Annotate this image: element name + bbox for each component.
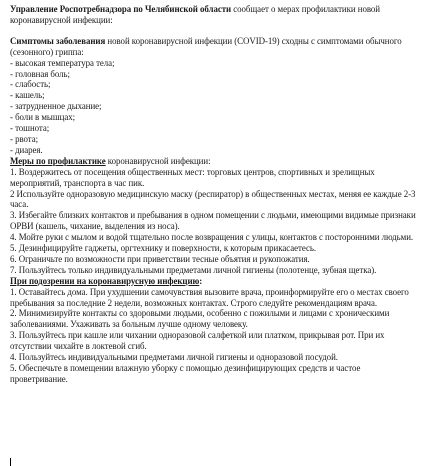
symptoms-list — [10, 58, 417, 156]
suspicion-item: 2. Минимизируйте контакты со здоровыми людьми, особенно с пожилыми и лицами с хроническими заболеваниями. Ухаживать за больным лучше одному человеку. — [10, 308, 390, 330]
suspicion-item: 4. Пользуйтесь индивидуальными предметами личной гигиены и одноразовой посудой. — [10, 352, 338, 363]
prevention-item: 2 Используйте одноразовую медицинскую маску (респиратор) в общественных местах, меняя ее каждые 2-3 часа. — [10, 188, 416, 210]
symptoms-text: новой коронавирусной инфекции (COVID-19) сходны с симптомами обычного (сезонного) гриппа: — [10, 35, 402, 57]
prevention-item: 6. Ограничьте по возможности при приветствии тесные объятия и рукопожатия. — [10, 253, 310, 264]
suspicion-heading: При подозрении на коронавирусную инфекцию — [10, 275, 200, 286]
symptom-item: - слабость; — [10, 79, 51, 90]
intro-text: сообщает о мерах профилактики новой коронавирусной инфекции: — [10, 4, 380, 25]
symptom-item: - боли в мышцах; — [10, 112, 76, 123]
suspicion-item: 5. Обеспечьте в помещении влажную уборку с помощью дезинфицирующих средств и частое проветривание. — [10, 363, 361, 384]
suspicion-item: 1. Оставайтесь дома. При ухудшении самочувствия вызовите врача, проинформируйте его о местах своего пребывания за последние 2 недели, возможных контактах. Строго следуйте рекомендациям врача. — [10, 286, 409, 308]
prevention-item: 7. Пользуйтесь только индивидуальными предметами личной гигиены (полотенце, зубная щетка). — [10, 264, 377, 275]
symptom-item: - тошнота; — [10, 123, 50, 134]
symptoms-heading: Симптомы заболевания — [10, 35, 106, 46]
prevention-heading: Меры по профилактике — [10, 155, 106, 166]
symptom-item: - рвота; — [10, 133, 39, 144]
prevention-list — [10, 167, 417, 276]
suspicion-heading-line — [10, 276, 417, 287]
text-cursor — [10, 458, 11, 466]
paragraph-gap — [10, 26, 417, 36]
symptoms-paragraph — [10, 36, 417, 58]
symptom-item: - кашель; — [10, 90, 45, 101]
prevention-item: 4. Мойте руки с мылом и водой тщательно после возвращения с улицы, контактов с посторонними людьми. — [10, 232, 414, 243]
intro-paragraph — [10, 4, 417, 26]
symptom-item: - головная боль; — [10, 68, 70, 79]
suspicion-colon: : — [199, 275, 203, 286]
prevention-item: 3. Избегайте близких контактов и пребывания в одном помещении с людьми, имеющими видимые признаки ОРВИ (кашель, чихание, выделения из носа). — [10, 210, 416, 232]
prevention-item: 1. Воздержитесь от посещения общественных мест: торговых центров, спортивных и зрелищных мероприятий, транспорта в час пик. — [10, 166, 375, 188]
prevention-text: коронавирусной инфекции: — [105, 155, 211, 166]
suspicion-item: 3. Пользуйтесь при кашле или чихании одноразовой салфеткой или платком, прикрывая рот. При их отсутствии чихайте в локтевой сгиб. — [10, 330, 385, 352]
symptom-item: - затрудненное дыхание; — [10, 101, 102, 112]
prevention-item: 5. Дезинфицируйте гаджеты, оргтехнику и поверхности, к которым прикасаетесь. — [10, 243, 317, 254]
symptom-item: - диарея. — [10, 144, 43, 155]
symptom-item: - высокая температура тела; — [10, 57, 115, 68]
document-body — [10, 4, 417, 385]
suspicion-list — [10, 287, 417, 385]
prevention-heading-line — [10, 156, 417, 167]
organization-name: Управление Роспотребнадзора по Челябинской области — [10, 4, 232, 14]
